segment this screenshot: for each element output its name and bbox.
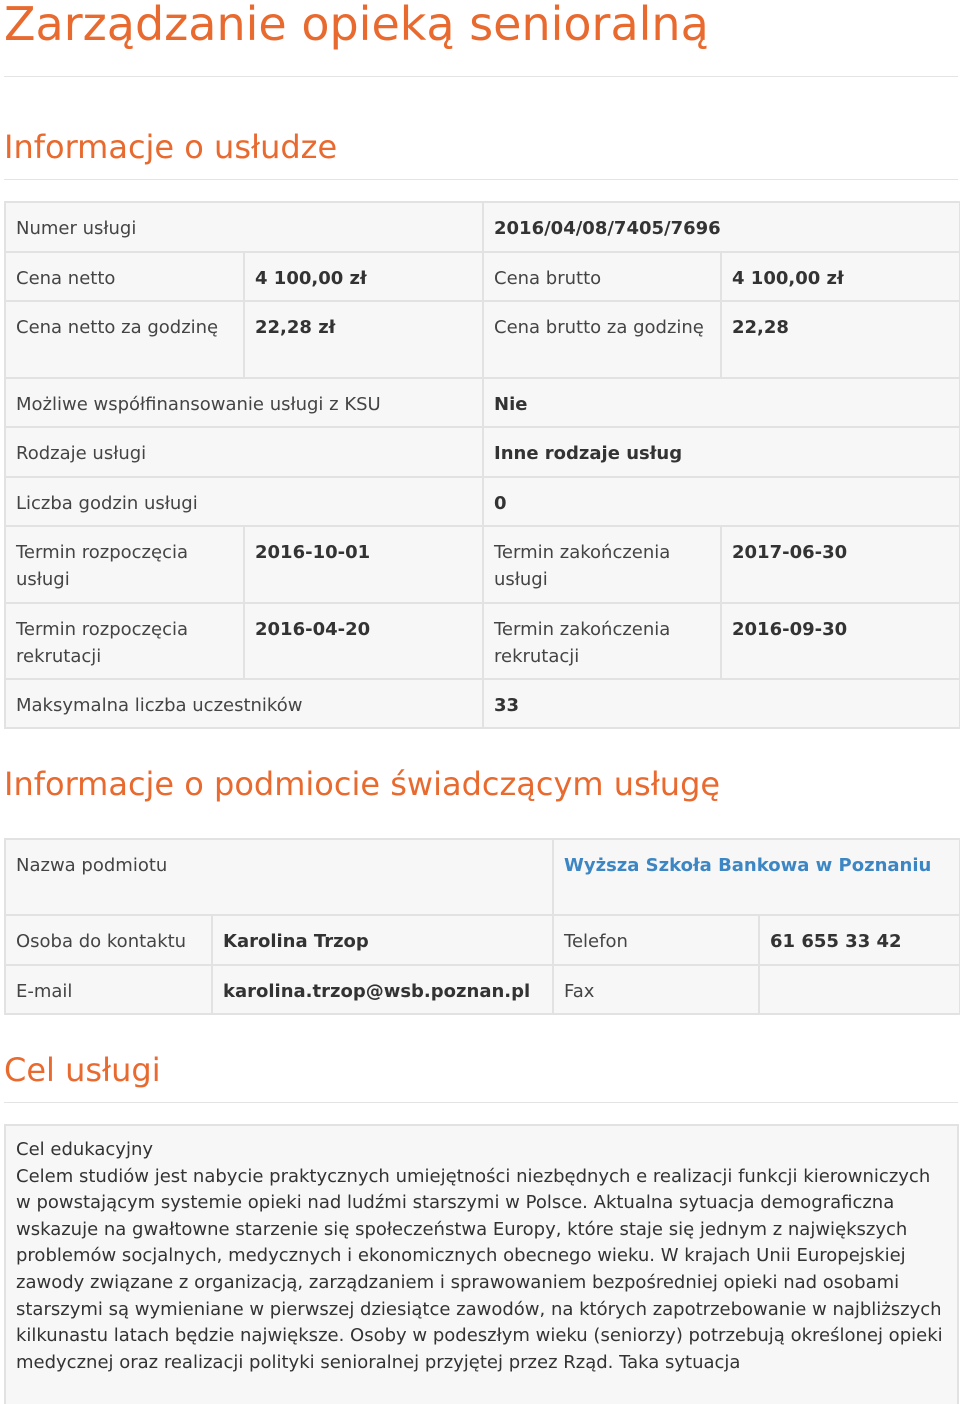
table-row — [5, 603, 960, 679]
page-title: Zarządzanie opieką senioralną — [4, 0, 709, 51]
service-number-value: 2016/04/08/7405/7696 — [483, 202, 960, 252]
table-row — [5, 378, 960, 427]
service-section-divider — [4, 179, 958, 180]
contact-person-label: Osoba do kontaktu — [5, 915, 212, 965]
service-end-label: Termin zakończenia usługi — [483, 526, 721, 603]
goal-box — [4, 1124, 959, 1404]
gross-hourly-value: 22,28 — [721, 301, 960, 378]
service-number-label: Numer usługi — [5, 202, 483, 252]
provider-name-label: Nazwa podmiotu — [5, 839, 553, 915]
fax-value — [759, 965, 960, 1014]
net-price-label: Cena netto — [5, 252, 244, 301]
gross-hourly-label: Cena brutto za godzinę — [483, 301, 721, 378]
phone-label: Telefon — [553, 915, 759, 965]
table-row — [5, 427, 960, 477]
service-start-value: 2016-10-01 — [244, 526, 483, 603]
service-hours-label: Liczba godzin usługi — [5, 477, 483, 526]
net-price-value: 4 100,00 zł — [244, 252, 483, 301]
table-row — [5, 252, 960, 301]
service-types-value: Inne rodzaje usług — [483, 427, 960, 477]
recruitment-end-label: Termin zakończenia rekrutacji — [483, 603, 721, 679]
service-hours-value: 0 — [483, 477, 960, 526]
max-participants-value: 33 — [483, 679, 960, 728]
table-row — [5, 915, 960, 965]
title-divider — [4, 76, 958, 77]
provider-name-value: Wyższa Szkoła Bankowa w Poznaniu — [553, 839, 960, 915]
gross-price-label: Cena brutto — [483, 252, 721, 301]
contact-person-value: Karolina Trzop — [212, 915, 553, 965]
service-end-value: 2017-06-30 — [721, 526, 960, 603]
provider-section-title: Informacje o podmiocie świadczącym usługę — [4, 765, 721, 803]
recruitment-start-label: Termin rozpoczęcia rekrutacji — [5, 603, 244, 679]
provider-info-table — [4, 838, 960, 1015]
goal-label: Cel edukacyjny — [16, 1139, 154, 1160]
email-value: karolina.trzop@wsb.poznan.pl — [212, 965, 553, 1014]
table-row — [5, 526, 960, 603]
table-row — [5, 202, 960, 252]
phone-value: 61 655 33 42 — [759, 915, 960, 965]
service-start-label: Termin rozpoczęcia usługi — [5, 526, 244, 603]
net-hourly-label: Cena netto za godzinę — [5, 301, 244, 378]
gross-price-value: 4 100,00 zł — [721, 252, 960, 301]
service-types-label: Rodzaje usługi — [5, 427, 483, 477]
recruitment-end-value: 2016-09-30 — [721, 603, 960, 679]
email-label: E-mail — [5, 965, 212, 1014]
goal-section-title: Cel usługi — [4, 1051, 161, 1089]
table-row — [5, 965, 960, 1014]
cofinancing-value: Nie — [483, 378, 960, 427]
goal-text: Celem studiów jest nabycie praktycznych umiejętności niezbędnych e realizacji funkcji kierowniczych w powstającym systemie opieki nad ludźmi starszymi w Polsce. Aktualna sytuacja demograficzna wskazuje na gwałtowne starzenie się społeczeństwa Europy, które staje się jednym z największych problemów socjalnych, medycznych i ekonomicznych obecnego wieku. W krajach Unii Europejskiej zawody związane z organizacją, zarządzaniem i sprawowaniem bezpośredniej opieki nad osobami starszymi są wymieniane w pierwszej dziesiątce zawodów, na których zapotrzebowanie w najbliższych kilkunastu latach będzie największe. Osoby w podeszłym wieku (seniorzy) potrzebują określonej opieki medycznej oraz realizacji polityki senioralnej przyjętej przez Rząd. Taka sytuacja — [16, 1165, 943, 1373]
fax-label: Fax — [553, 965, 759, 1014]
table-row — [5, 679, 960, 728]
table-row — [5, 301, 960, 378]
goal-section-divider — [4, 1102, 958, 1103]
table-row — [5, 477, 960, 526]
table-row — [5, 839, 960, 915]
service-section-title: Informacje o usłudze — [4, 128, 338, 166]
service-info-table — [4, 201, 960, 729]
net-hourly-value: 22,28 zł — [244, 301, 483, 378]
cofinancing-label: Możliwe współfinansowanie usługi z KSU — [5, 378, 483, 427]
max-participants-label: Maksymalna liczba uczestników — [5, 679, 483, 728]
recruitment-start-value: 2016-04-20 — [244, 603, 483, 679]
